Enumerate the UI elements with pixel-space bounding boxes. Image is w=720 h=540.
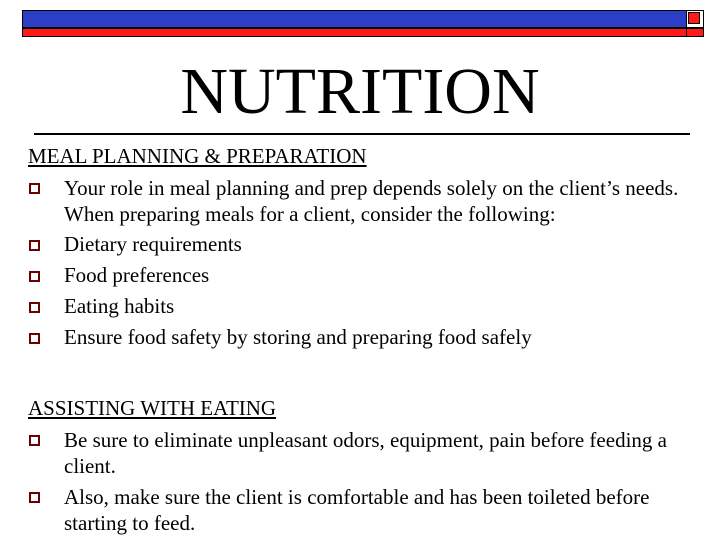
bullet-text: Be sure to eliminate unpleasant odors, equipment, pain before feeding a client. — [64, 428, 667, 478]
bullet-text: Your role in meal planning and prep depends solely on the client’s needs. When preparing meals for a client, consider the following: — [64, 176, 679, 226]
bullet-item — [28, 481, 708, 538]
section-heading: MEAL PLANNING & PREPARATION — [28, 144, 367, 168]
bullet-item — [28, 229, 708, 260]
bullet-text: Dietary requirements — [64, 232, 242, 256]
hollow-square-icon — [29, 240, 40, 251]
hollow-square-icon — [29, 302, 40, 313]
section-heading: ASSISTING WITH EATING — [28, 396, 277, 420]
hollow-square-icon — [29, 271, 40, 282]
section-meal-planning — [28, 141, 708, 353]
header-square-red — [688, 12, 700, 24]
bullet-item — [28, 322, 708, 353]
bullet-text: Eating habits — [64, 294, 175, 318]
bullet-item — [28, 291, 708, 322]
header-bar-blue — [22, 10, 688, 28]
bullet-text: Ensure food safety by storing and preparing food safely — [64, 325, 532, 349]
bullet-text: Also, make sure the client is comfortable and has been toileted before starting to feed. — [64, 485, 650, 535]
hollow-square-icon — [29, 183, 40, 194]
hollow-square-icon — [29, 333, 40, 344]
title-divider — [34, 133, 690, 135]
bullet-text: Food preferences — [64, 263, 210, 287]
bullet-list — [28, 424, 708, 538]
bullet-item — [28, 424, 708, 481]
header-bar-red — [22, 28, 688, 37]
header-square-red-lower — [686, 28, 704, 37]
section-assisting-eating — [28, 393, 708, 538]
bullet-list — [28, 172, 708, 353]
slide-title: NUTRITION — [180, 55, 540, 128]
hollow-square-icon — [29, 435, 40, 446]
bullet-item — [28, 260, 708, 291]
hollow-square-icon — [29, 492, 40, 503]
bullet-item — [28, 172, 708, 229]
